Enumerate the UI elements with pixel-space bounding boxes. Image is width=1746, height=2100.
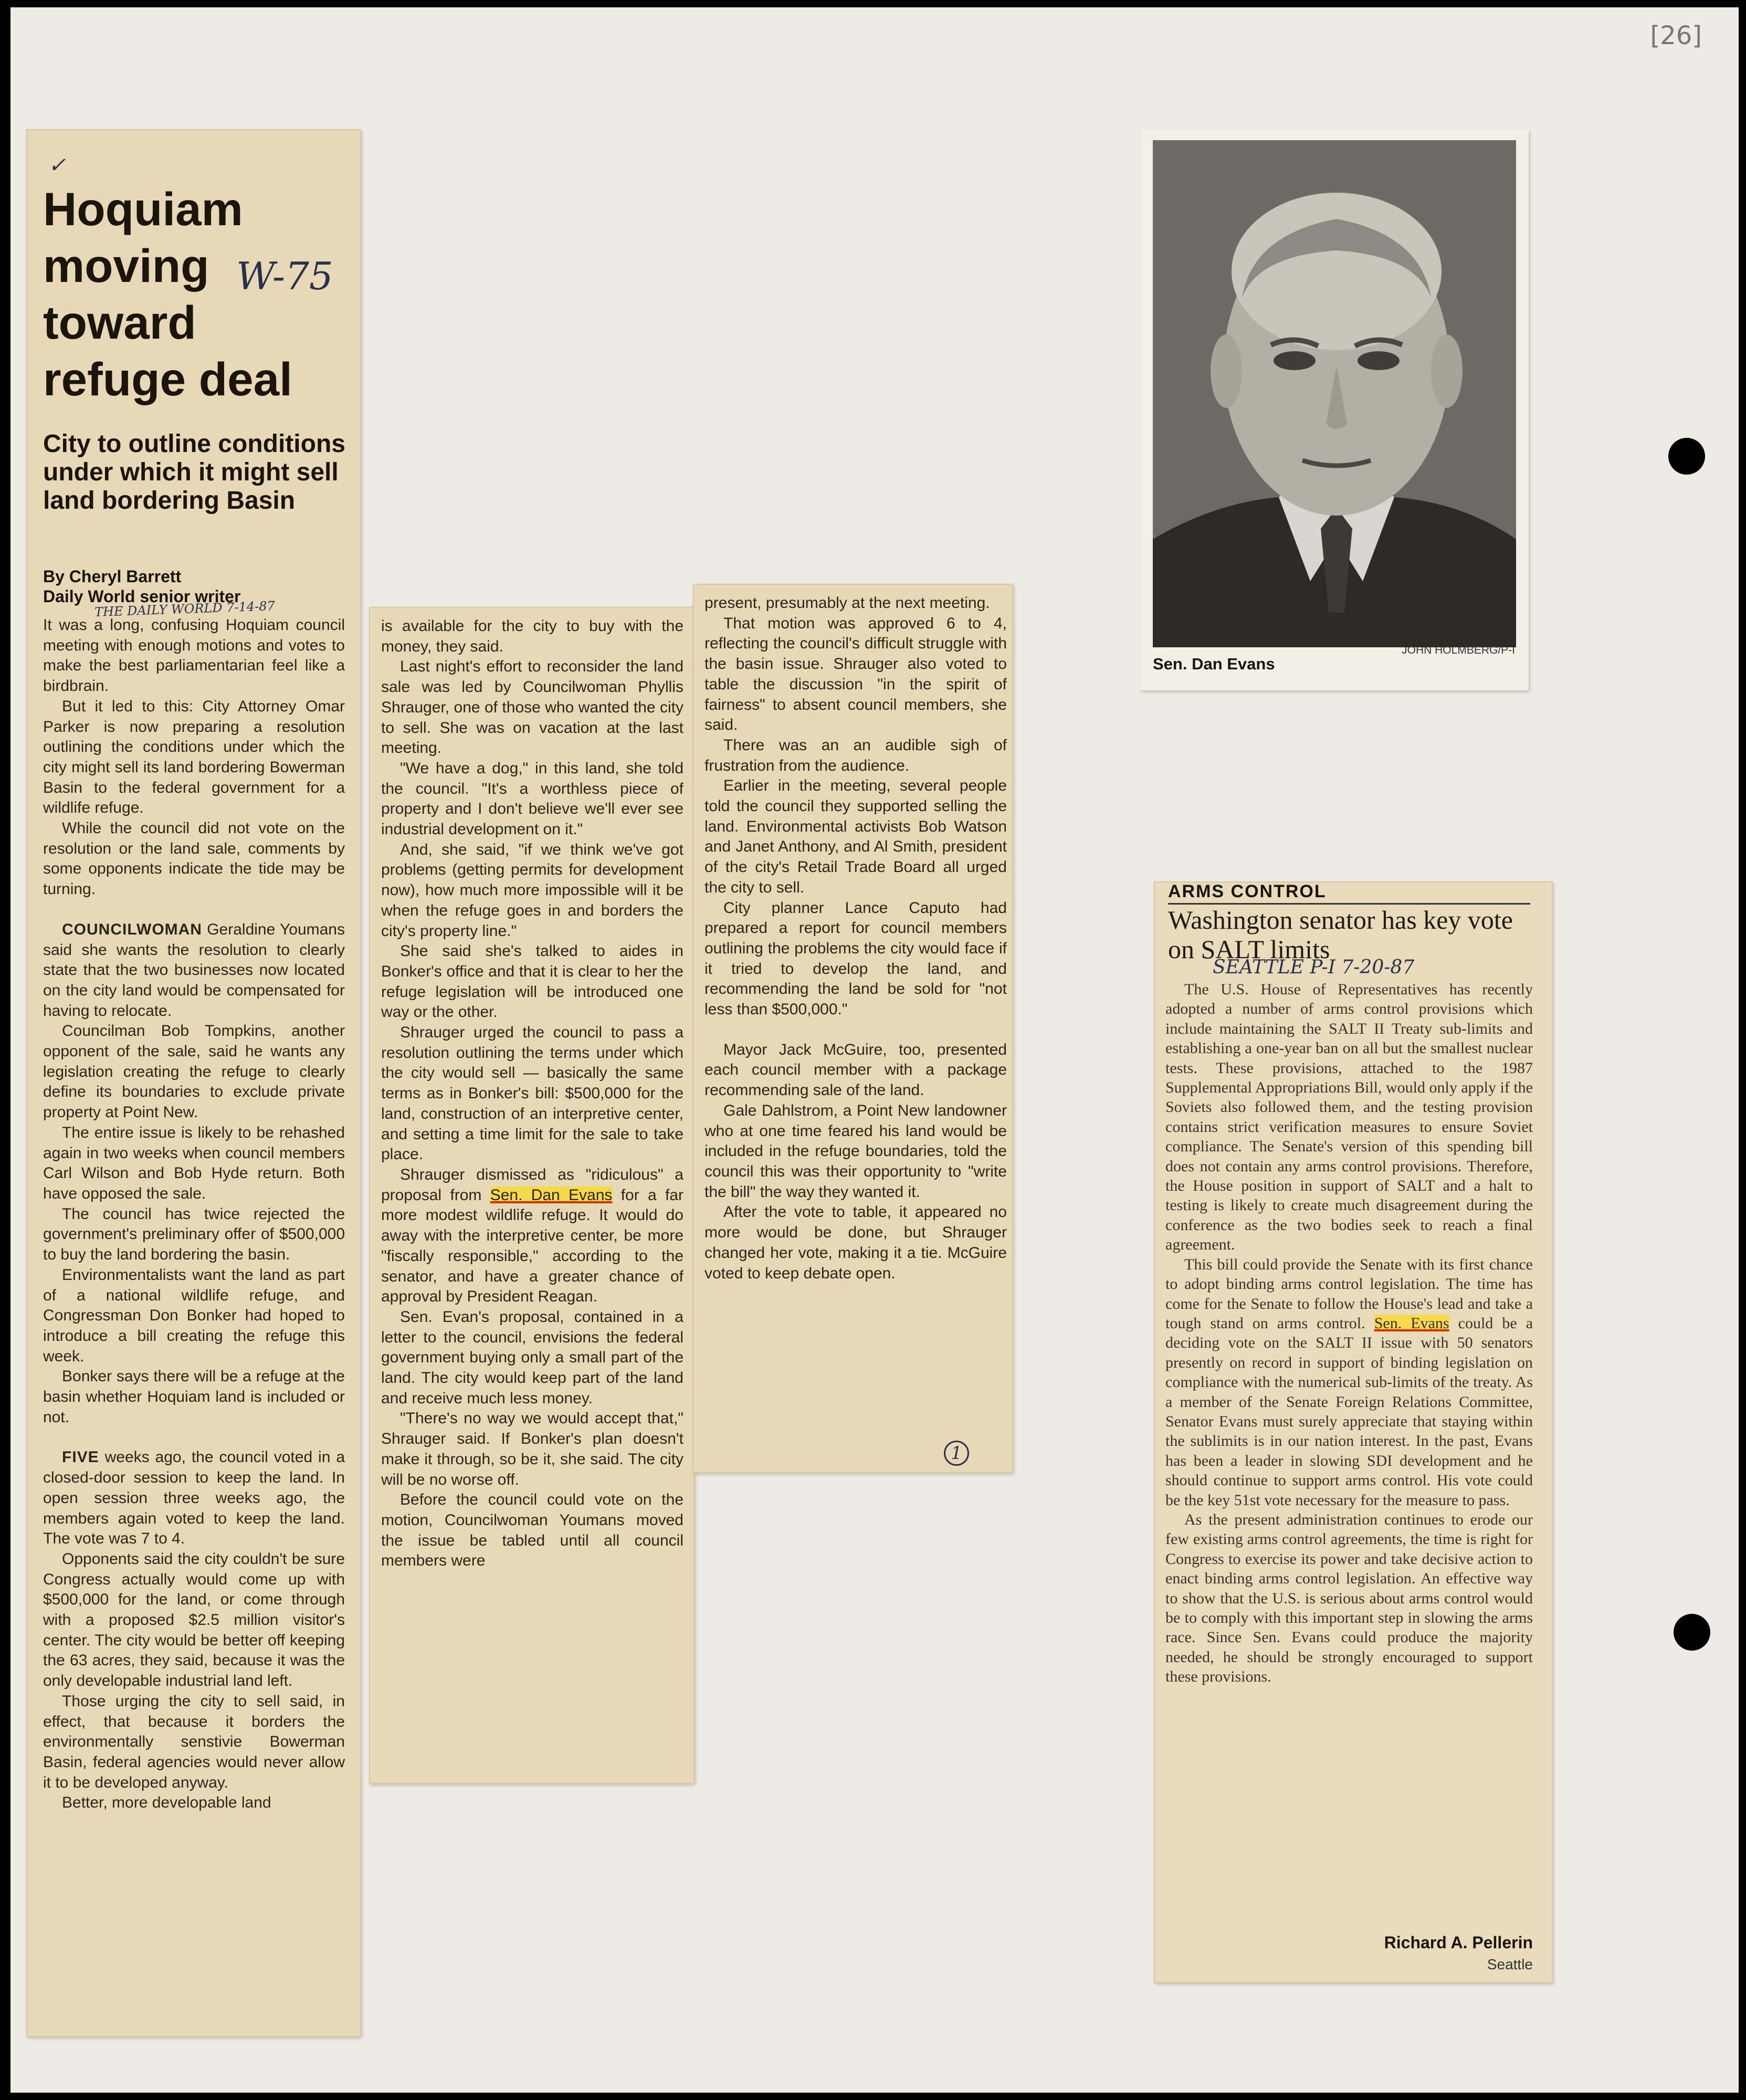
portrait-illustration bbox=[1153, 140, 1516, 647]
paragraph: But it led to this: City Attorney Omar Parker is now preparing a resolution outlining the conditions under which the city might sell its land bordering Bowerman Basin to the federal government for a wildlife refuge. bbox=[43, 697, 345, 817]
paragraph: As the present administration continues to erode our few existing arms control agreements, the time is right for Congress to exercise its power and take decisive action to enact binding arms control legislation. An effective way to show that the U.S. is serious about arms control would be to comply with this important step in slowing the arms race. Since Sen. Evans could produce the majority needed, he should be strongly encouraged to support these provisions. bbox=[1165, 1510, 1533, 1686]
letter-signature: Richard A. Pellerin bbox=[1384, 1933, 1533, 1952]
binder-hole bbox=[1668, 438, 1705, 475]
paragraph: She said she's talked to aides in Bonker's office and that it is clear to her the refuge legislation will be introduced one way or the other. bbox=[381, 942, 683, 1021]
paragraph: Before the council could vote on the motion, Councilwoman Youmans moved the issue be tabled until all council members were bbox=[381, 1491, 683, 1570]
article-column-3 bbox=[704, 593, 1007, 1284]
binder-hole bbox=[1674, 1614, 1710, 1651]
paragraph: Environmentalists want the land as part of a national wildlife refuge, and Congressman Don Bonker had hoped to introduce a bill creating the refuge this week. bbox=[43, 1266, 345, 1365]
paragraph: The U.S. House of Representatives has recently adopted a number of arms control provisions which include maintaining the SALT II Treaty sub-limits and establishing a one-year ban on all but the smallest nuclear tests. These provisions, attached to the 1987 Supplemental Appropriations Bill, would only apply if the Soviets also followed them, and the testing provision contains strict verification measures to ensure Soviet compliance. The Senate's version of this spending bill does not contain any arms control provisions. Therefore, the House position in support of SALT and a halt to testing is likely to create much disagreement during the conference as the two bodies seek to reach a final agreement. bbox=[1165, 981, 1533, 1254]
paragraph: Shrauger urged the council to pass a resolution outlining the terms under which the city would sell — basically the same terms as in Bonker's bill: $500,000 for the land, construction of an interpretive center, and setting a time limit for the sale to take place. bbox=[381, 1024, 683, 1163]
handwritten-margin-number: 1 bbox=[944, 1441, 969, 1466]
paragraph: is available for the city to buy with the money, they said. bbox=[381, 617, 683, 655]
paragraph: "We have a dog," in this land, she told the council. "It's a worthless piece of property and I don't believe we'll ever see industrial development on it." bbox=[381, 759, 683, 838]
letter-body bbox=[1165, 980, 1533, 1687]
paragraph: After the vote to table, it appeared no more would be done, but Shrauger changed her vote, making it a tie. McGuire voted to keep debate open. bbox=[704, 1203, 1007, 1282]
letter-location: Seattle bbox=[1487, 1956, 1533, 1972]
article-subhead: City to outline conditions under which it might sell land bordering Basin bbox=[43, 430, 345, 514]
photo-caption: Sen. Dan Evans bbox=[1153, 655, 1275, 673]
byline-title: Daily World senior writer bbox=[43, 587, 241, 606]
paragraph: Shrauger dismissed as "ridiculous" a proposal from Sen. Dan Evans for a far more modest wildlife refuge. It would do away with the interpretive center, be more "fiscally responsible," according to the senator, and have a greater chance of approval by President Reagan. bbox=[381, 1166, 684, 1306]
paragraph: Opponents said the city couldn't be sure Congress actually would come up with $500,000 for the land, or come through with a proposed $2.5 million visitor's center. The city would be better off keeping the 63 acres, they said, because it was the only developable industrial land left. bbox=[43, 1550, 345, 1690]
handwritten-source-note: THE DAILY WORLD 7-14-87 bbox=[94, 598, 276, 620]
highlighted-name: Sen. Evans bbox=[1374, 1314, 1449, 1332]
photo-credit: JOHN HOLMBERG/P-I bbox=[1402, 644, 1515, 656]
paragraph: Mayor Jack McGuire, too, presented each council member with a package recommending sale of the land. bbox=[704, 1041, 1007, 1099]
paragraph: The council has twice rejected the government's preliminary offer of $500,000 to buy the land bordering the basin. bbox=[43, 1205, 345, 1264]
article-byline bbox=[43, 566, 358, 606]
paragraph: Better, more developable land bbox=[62, 1794, 271, 1812]
highlighted-name: Sen. Dan Evans bbox=[490, 1186, 613, 1204]
article-column-2 bbox=[381, 616, 683, 1571]
paragraph: present, presumably at the next meeting. bbox=[704, 594, 990, 612]
paragraph: While the council did not vote on the resolution or the land sale, comments by some opponents indicate the tide may be turning. bbox=[43, 820, 345, 898]
page-number: [26] bbox=[1650, 21, 1702, 50]
paragraph: There was an an audible sigh of frustration from the audience. bbox=[704, 736, 1007, 774]
paragraph: COUNCILWOMAN Geraldine Youmans said she wants the resolution to clearly state that the two businesses now located on the city land would be compensated for having to relocate. bbox=[43, 920, 345, 1020]
senator-portrait-image bbox=[1153, 140, 1516, 647]
paragraph: It was a long, confusing Hoquiam council meeting with enough motions and votes to make the best parliamentarian feel like a birdbrain. bbox=[43, 616, 345, 695]
paragraph: The entire issue is likely to be rehashed again in two weeks when council members Carl Wilson and Bob Hyde return. Both have opposed the sale. bbox=[43, 1124, 345, 1202]
paragraph: This bill could provide the Senate with its first chance to adopt binding arms control legislation. The time has come for the Senate to follow the House's lead and take a tough stand on arms control. Sen. Evans could be a deciding vote on the SALT II issue with 50 senators presently on record in support of binding legislation on compliance with the numerical sub-limits of the treaty. As a member of the Senate Foreign Relations Committee, Senator Evans must surely appreciate that staying within the sublimits is in our nation interest. In the past, Evans has been a leader in slowing SDI development and he should continue to support arms control. His vote could be the key 51st vote necessary for the measure to pass. bbox=[1165, 1255, 1533, 1509]
paragraph: FIVE weeks ago, the council voted in a closed-door session to keep the land. In open session three weeks ago, the members again voted to keep the land. The vote was 7 to 4. bbox=[43, 1448, 345, 1548]
senator-photo-clipping bbox=[1140, 130, 1529, 690]
handwritten-check-mark: ✓ bbox=[48, 153, 66, 177]
handwritten-archive-code: W-75 bbox=[236, 254, 333, 298]
section-lead-word: FIVE bbox=[62, 1448, 99, 1466]
section-label: ARMS CONTROL bbox=[1168, 881, 1530, 905]
article-headline: Hoquiam moving toward refuge deal bbox=[43, 183, 292, 405]
paragraph: Sen. Evan's proposal, contained in a letter to the council, envisions the federal government buying only a small part of the land. The city would keep part of the land and receive much less money. bbox=[381, 1308, 683, 1407]
byline-author: By Cheryl Barrett bbox=[43, 567, 182, 586]
paragraph: Bonker says there will be a refuge at the basin whether Hoquiam land is included or not. bbox=[43, 1368, 345, 1426]
handwritten-source-note: SEATTLE P-I 7-20-87 bbox=[1213, 957, 1415, 978]
paragraph: Last night's effort to reconsider the land sale was led by Councilwoman Phyllis Shrauger, one of those who wanted the city to sell. She was on vacation at the last meeting. bbox=[381, 658, 683, 757]
paragraph: And, she said, "if we think we've got problems (getting permits for development now), how much more impossible will it be when the refuge goes in and borders the city's property line." bbox=[381, 841, 683, 940]
paragraph: Councilman Bob Tompkins, another opponent of the sale, said he wants any legislation creating the refuge to clearly define its boundaries to exclude private property at Point New. bbox=[43, 1022, 345, 1121]
section-lead-word: COUNCILWOMAN bbox=[62, 920, 202, 938]
scrapbook-page bbox=[10, 7, 1739, 2093]
paragraph: That motion was approved 6 to 4, reflecting the council's difficult struggle with the basin issue. Shrauger also voted to table the discussion "in the spirit of fairness" to absent council members, she said. bbox=[704, 614, 1007, 734]
paragraph: Gale Dahlstrom, a Point New landowner who at one time feared his land would be included in the refuge boundaries, told the council this was their opportunity to "write the bill" the way they wanted it. bbox=[704, 1101, 1007, 1201]
paragraph: "There's no way we would accept that," Shrauger said. If Bonker's plan doesn't make it through, so be it, she said. The city will be no worse off. bbox=[381, 1410, 683, 1488]
paragraph: Those urging the city to sell said, in effect, that because it borders the environmentally senstivie Bowerman Basin, federal agencies would never allow it to be developed anyway. bbox=[43, 1692, 345, 1791]
letter-headline: Washington senator has key vote on SALT limits bbox=[1168, 905, 1513, 964]
paragraph: Earlier in the meeting, several people told the council they supported selling the land. Environmental activists Bob Watson and Janet Anthony, and Al Smith, president of the city's Retail Trade Board all urged the city to sell. bbox=[704, 777, 1007, 896]
paragraph: City planner Lance Caputo had prepared a report for council members outlining the problems the city would face if it tried to develop the land, and recommending the land be sold for "not less than $500,000." bbox=[704, 899, 1007, 1018]
article-column-1 bbox=[43, 615, 345, 1813]
